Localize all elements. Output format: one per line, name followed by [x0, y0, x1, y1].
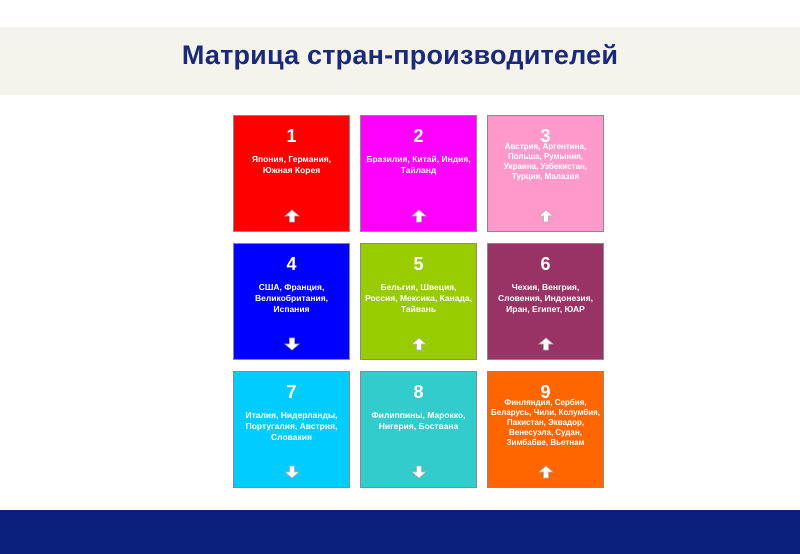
matrix-cell-2: [360, 115, 477, 232]
cell-number: 7: [286, 382, 297, 402]
cell-number: 8: [413, 382, 424, 402]
matrix-cell-1: [233, 115, 350, 232]
cell-countries: Япония, Германия, Южная Корея: [251, 154, 332, 175]
footer-band: [0, 510, 800, 554]
cell-countries: Чехия, Венгрия, Словения, Индонезия, Иран, Египет, ЮАР: [498, 282, 593, 314]
cell-countries: Австрия, Аргентина, Польша, Румыния, Украина, Узбекистан, Турция, Малазия: [503, 142, 588, 181]
matrix-cell-7: [233, 371, 350, 488]
cell-number: 4: [286, 254, 297, 274]
matrix-cell-6: [487, 243, 604, 360]
cell-number: 5: [413, 254, 424, 274]
cell-number: 3: [540, 126, 551, 146]
arrow-up-icon: [538, 337, 554, 351]
arrow-up-icon: [411, 209, 427, 223]
cell-countries: Бельгия, Швеция, Россия, Мексика, Канада, Тайвань: [365, 282, 472, 314]
cell-countries: США, Франция, Великобритания, Испания: [254, 282, 329, 314]
cell-number: 1: [286, 126, 297, 146]
arrow-down-icon: [284, 337, 300, 351]
arrow-up-icon: [284, 209, 300, 223]
cell-countries: Бразилия, Китай, Индия, Тайланд: [366, 154, 471, 175]
cell-countries: Филиппины, Марокко, Нигерия, Боствана: [371, 410, 466, 431]
cell-countries: Италия, Нидерланды, Португалия, Австрия, Словакия: [245, 410, 338, 442]
cell-number: 6: [540, 254, 551, 274]
matrix-cell-4: [233, 243, 350, 360]
matrix-cell-3: [487, 115, 604, 232]
matrix-cell-5: [360, 243, 477, 360]
page-title: Матрица стран-производителей: [181, 40, 619, 70]
arrow-up-icon: [538, 209, 554, 223]
cell-number: 2: [413, 126, 424, 146]
cell-countries: Финляндия, Сербия, Беларусь, Чили, Колумбия, Пакистан, Эквадор, Венесуэла, Судан, Зимбабве, Вьетнам: [491, 398, 601, 447]
arrow-up-icon: [538, 465, 554, 479]
matrix-cell-9: [487, 371, 604, 488]
arrow-down-icon: [411, 465, 427, 479]
cell-number: 9: [540, 382, 551, 402]
arrow-up-icon: [411, 337, 427, 351]
arrow-down-icon: [284, 465, 300, 479]
matrix-cell-8: [360, 371, 477, 488]
